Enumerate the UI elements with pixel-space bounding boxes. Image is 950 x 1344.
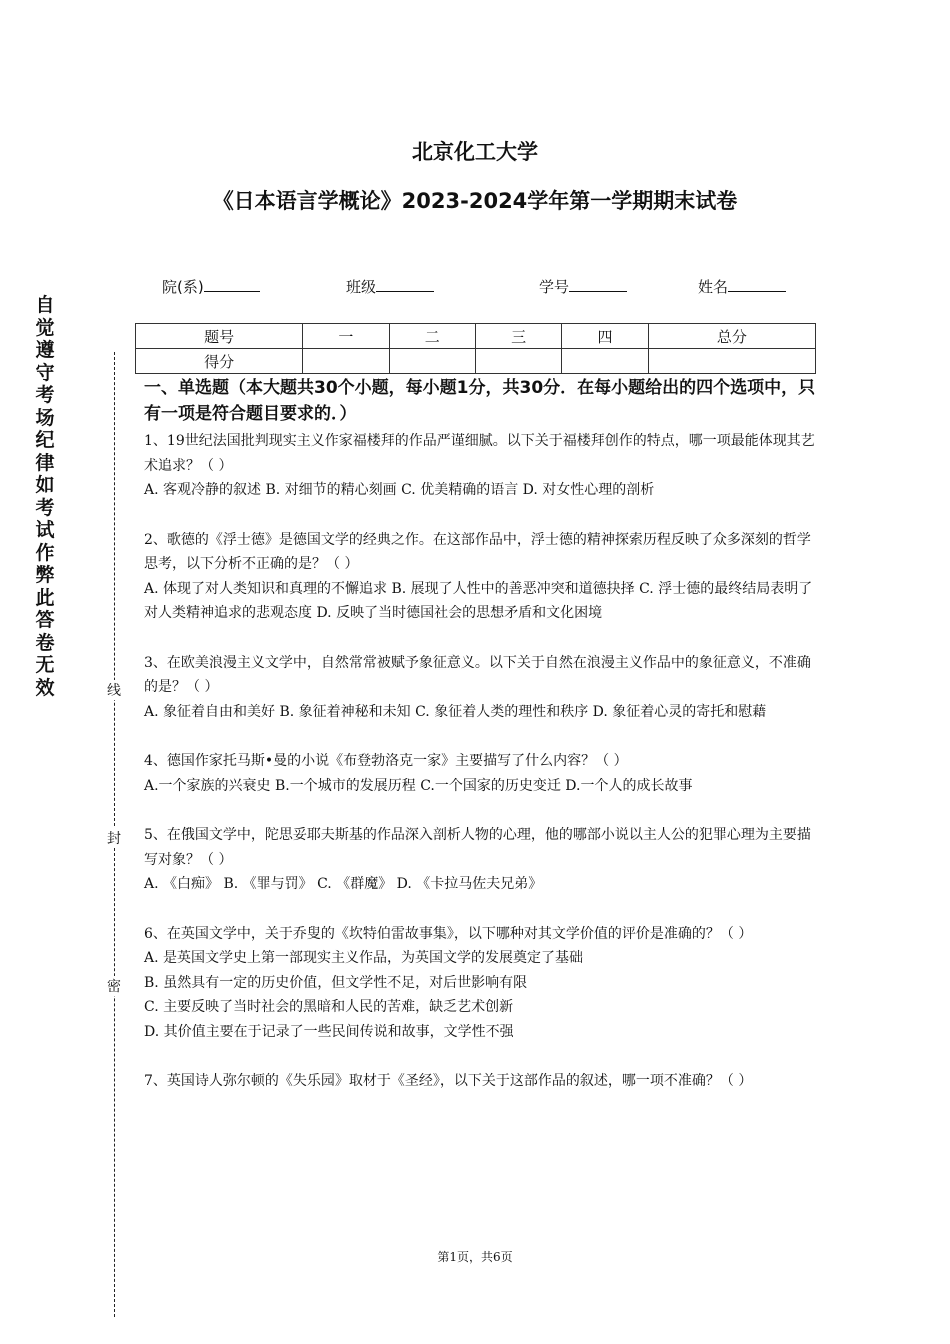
question-stem: 2、歌德的《浮士德》是德国文学的经典之作。在这部作品中，浮士德的精神探索历程反映了众多深刻的哲学思考，以下分析不正确的是？（ ） [144, 531, 811, 572]
exam-content [144, 375, 824, 1119]
exam-discipline-notice: 自觉遵守考场纪律如考试作弊此答卷无效 [35, 294, 55, 699]
question-option-a: A. 是英国文学史上第一部现实主义作品，为英国文学的发展奠定了基础 [144, 950, 584, 966]
score-header-cell: 总分 [648, 324, 815, 349]
binding-mark-dense: 密 [104, 976, 124, 996]
exam-title: 《日本语言学概论》2023-2024学年第一学期期末试卷 [212, 189, 738, 213]
question-3 [144, 651, 824, 725]
class-field [346, 276, 434, 297]
question-options: A. 象征着自由和美好 B. 象征着神秘和未知 C. 象征着人类的理性和秩序 D. 象征着心灵的寄托和慰藉 [144, 703, 767, 720]
score-cell[interactable] [648, 349, 815, 374]
question-option-b: B. 虽然具有一定的历史价值，但文学性不足，对后世影响有限 [144, 974, 528, 991]
question-options: A.一个家族的兴衰史 B.一个城市的发展历程 C.一个国家的历史变迁 D.一个人的成长故事 [144, 777, 693, 794]
score-label-cell: 得分 [136, 349, 303, 374]
class-blank [376, 277, 434, 292]
section-heading: 一、单选题（本大题共30个小题，每小题1分，共30分．在每小题给出的四个选项中，只有一项是符合题目要求的．） [144, 378, 816, 424]
question-7 [144, 1069, 824, 1094]
score-header-cell: 一 [303, 324, 389, 349]
score-table-header-row [136, 324, 816, 349]
student-id-field [539, 276, 627, 297]
question-1 [144, 429, 824, 503]
question-stem: 7、英国诗人弥尔顿的《失乐园》取材于《圣经》，以下关于这部作品的叙述，哪一项不准确？（ ） [144, 1073, 753, 1089]
question-4 [144, 749, 824, 798]
binding-mark-line: 线 [104, 680, 124, 700]
question-stem: 5、在俄国文学中，陀思妥耶夫斯基的作品深入剖析人物的心理，他的哪部小说以主人公的犯罪心理为主要描写对象？（ ） [144, 827, 811, 868]
department-label: 院(系) [162, 278, 204, 296]
question-options: A. 《白痴》 B. 《罪与罚》 C. 《群魔》 D. 《卡拉马佐夫兄弟》 [144, 876, 543, 892]
question-option-d: D. 其价值主要在于记录了一些民间传说和故事，文学性不强 [144, 1023, 514, 1040]
question-2 [144, 528, 824, 626]
department-blank [204, 277, 260, 292]
name-field [698, 276, 786, 297]
score-header-cell: 题号 [136, 324, 303, 349]
department-field [162, 276, 260, 297]
binding-mark-seal: 封 [104, 828, 124, 848]
student-id-label: 学号 [539, 278, 570, 296]
score-table [135, 323, 816, 374]
score-cell[interactable] [475, 349, 561, 374]
page-number: 第1页，共6页 [437, 1250, 513, 1264]
university-title: 北京化工大学 [412, 140, 538, 164]
score-header-cell: 三 [475, 324, 561, 349]
score-cell[interactable] [303, 349, 389, 374]
name-label: 姓名 [698, 278, 729, 296]
question-options: A. 客观冷静的叙述 B. 对细节的精心刻画 C. 优美精确的语言 D. 对女性心理的剖析 [144, 482, 655, 498]
name-blank [728, 277, 786, 292]
score-header-cell: 四 [562, 324, 648, 349]
score-cell[interactable] [562, 349, 648, 374]
score-cell[interactable] [389, 349, 475, 374]
question-stem: 6、在英国文学中，关于乔叟的《坎特伯雷故事集》，以下哪种对其文学价值的评价是准确的？（ ） [144, 925, 753, 942]
question-stem: 1、19世纪法国批判现实主义作家福楼拜的作品严谨细腻。以下关于福楼拜创作的特点，哪一项最能体现其艺术追求？（ ） [144, 433, 815, 474]
question-options: A. 体现了对人类知识和真理的不懈追求 B. 展现了人性中的善恶冲突和道德抉择 C. 浮士德的最终结局表明了对人类精神追求的悲观态度 D. 反映了当时德国社会的思想矛盾和文化困境 [144, 580, 813, 621]
question-stem: 3、在欧美浪漫主义文学中，自然常常被赋予象征意义。以下关于自然在浪漫主义作品中的象征意义，不准确的是？（ ） [144, 654, 811, 695]
score-table-score-row [136, 349, 816, 374]
question-stem: 4、德国作家托马斯•曼的小说《布登勃洛克一家》主要描写了什么内容？（ ） [144, 753, 628, 769]
class-label: 班级 [346, 278, 377, 296]
question-5 [144, 823, 824, 897]
score-header-cell: 二 [389, 324, 475, 349]
question-6 [144, 922, 824, 1045]
student-id-blank [569, 277, 627, 292]
question-option-c: C. 主要反映了当时社会的黑暗和人民的苦难，缺乏艺术创新 [144, 999, 514, 1015]
